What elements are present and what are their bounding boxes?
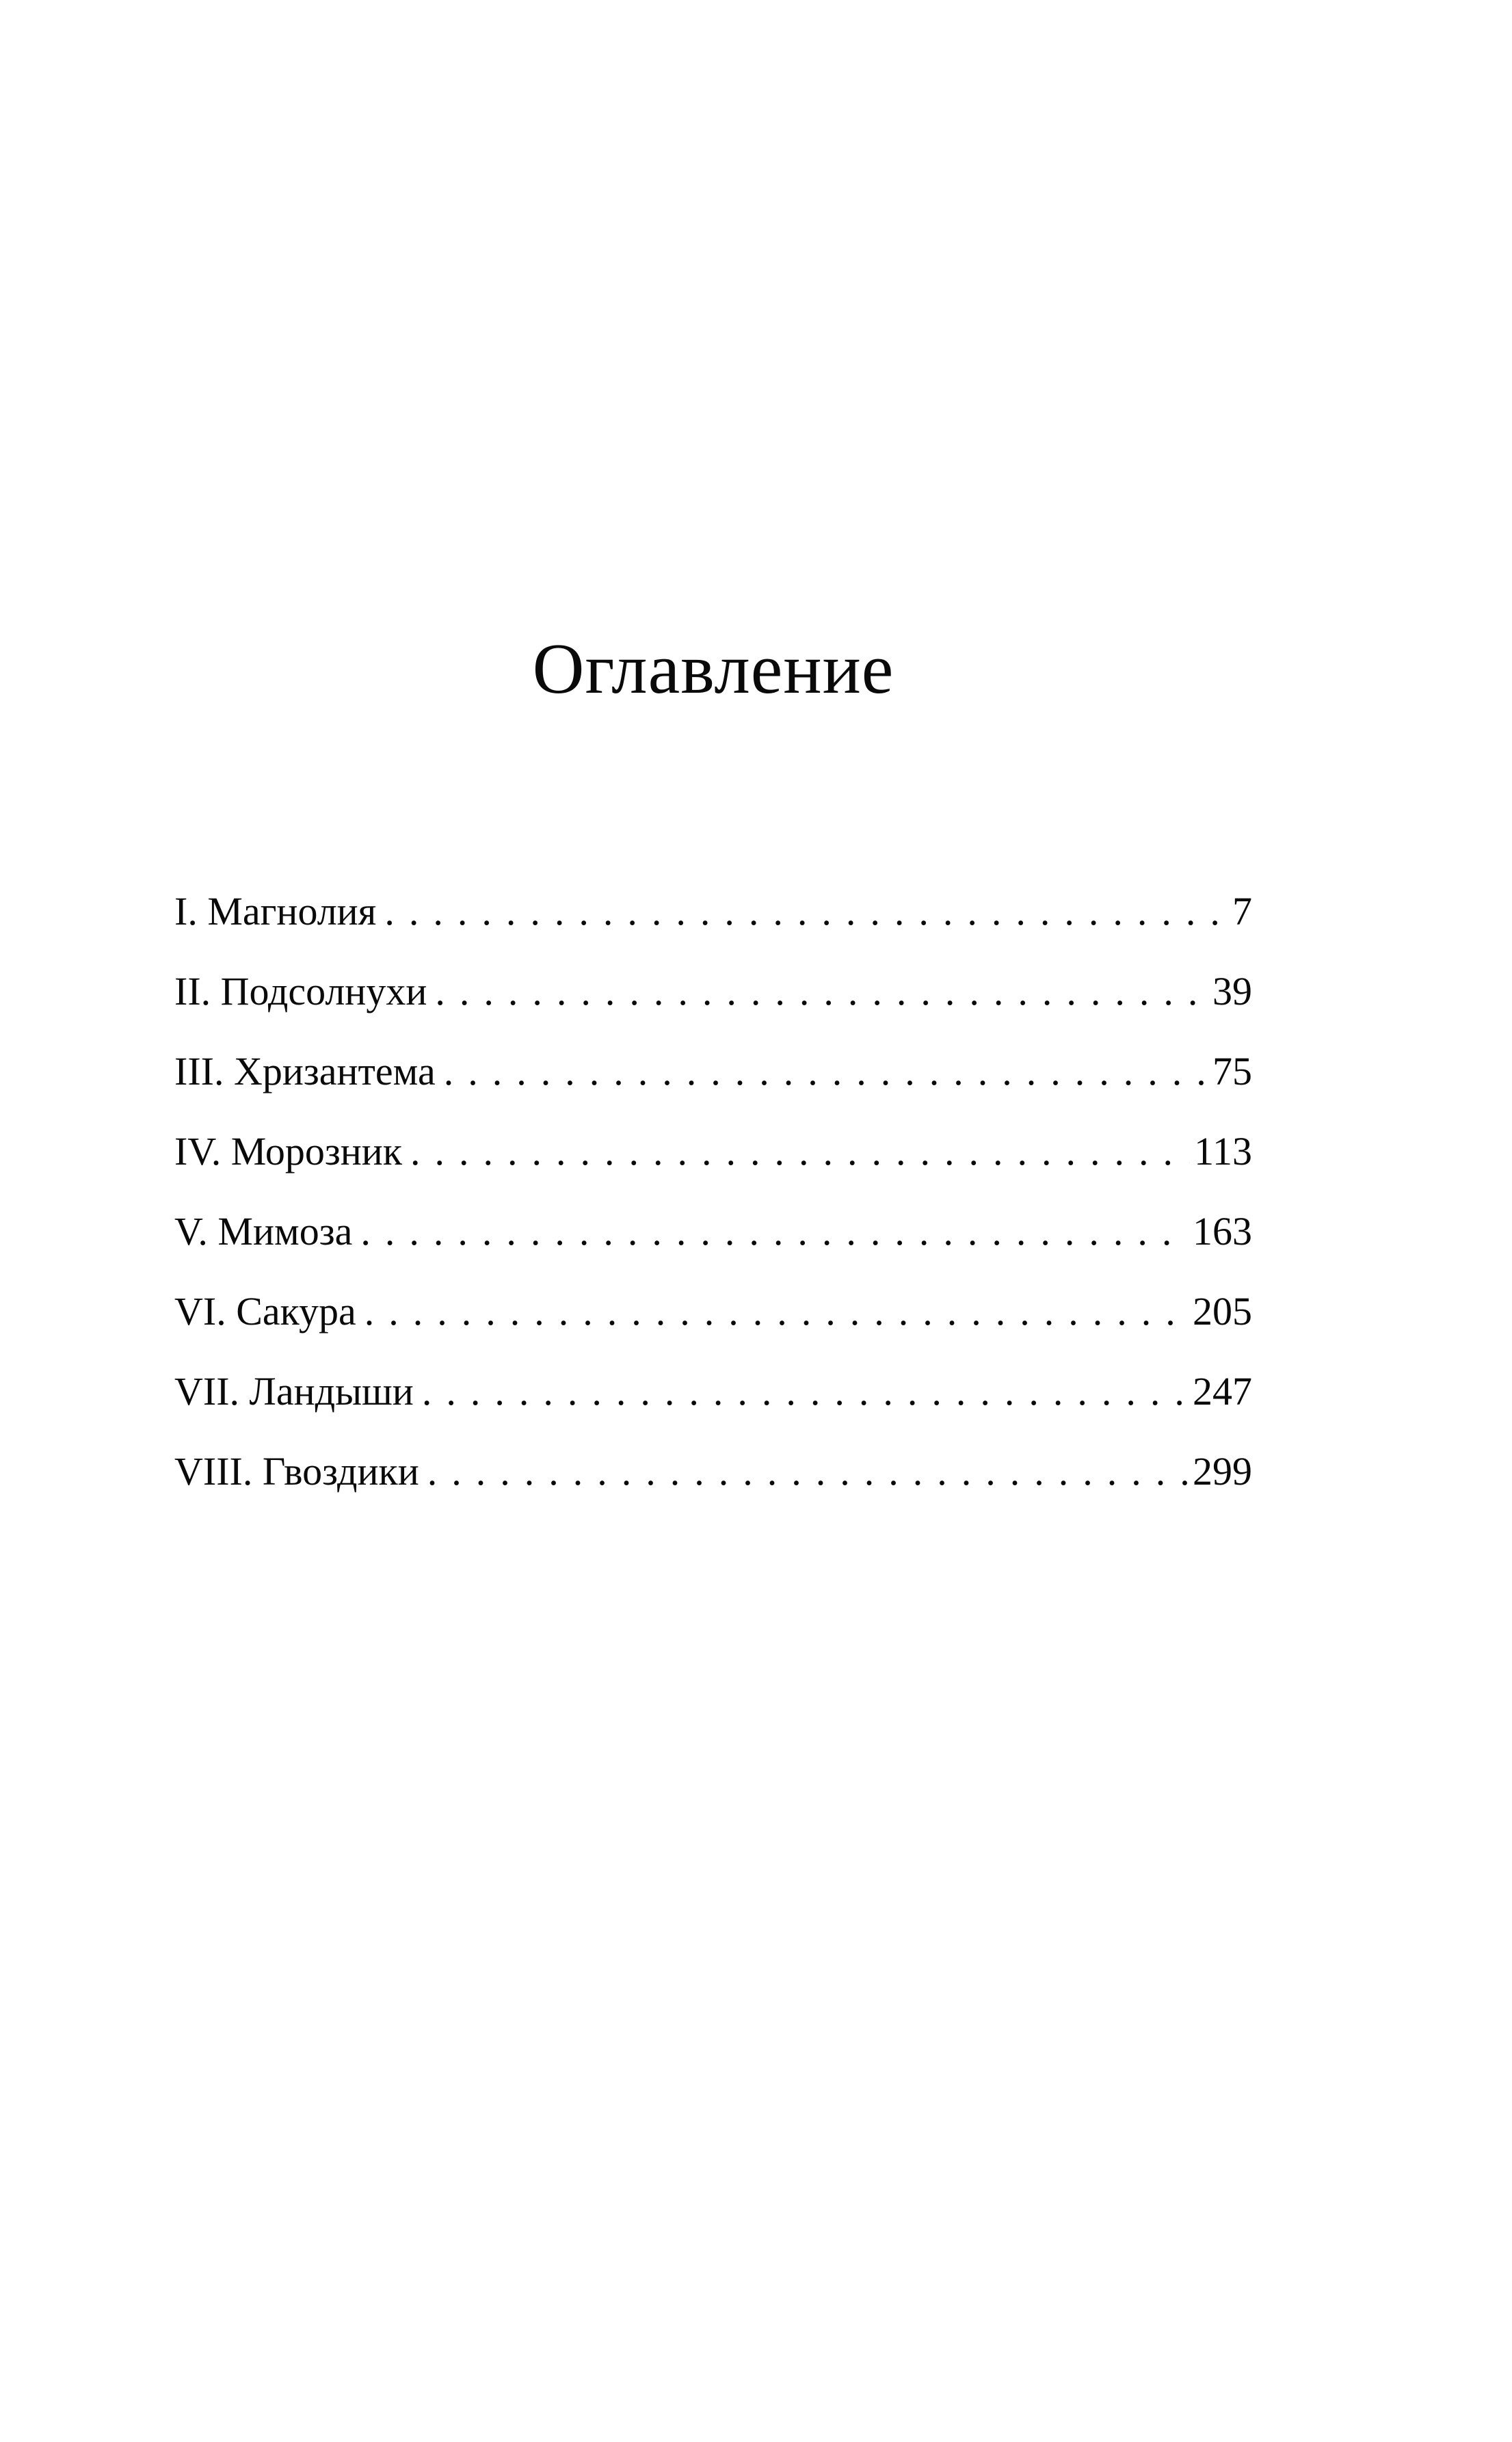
toc-entry xyxy=(174,1031,1252,1111)
toc-dot-leader xyxy=(444,1031,1208,1111)
toc-entry-page: 163 xyxy=(1193,1209,1252,1253)
toc-dot-leader xyxy=(360,1191,1189,1271)
toc-entry-label: I. Магнолия xyxy=(174,889,377,933)
toc-dot-leader xyxy=(384,871,1228,951)
toc-entry xyxy=(174,1431,1252,1511)
toc-entry-page: 7 xyxy=(1232,889,1252,933)
toc-entry-page: 247 xyxy=(1193,1369,1252,1414)
toc-entry-page: 75 xyxy=(1212,1049,1252,1093)
toc-content xyxy=(0,628,1512,1511)
toc-dot-leader xyxy=(364,1271,1189,1351)
toc-entry-page: 113 xyxy=(1194,1129,1252,1173)
toc-entry-label: VIII. Гвоздики xyxy=(174,1449,419,1494)
toc-entry-label: V. Мимоза xyxy=(174,1209,353,1253)
toc-entry-label: IV. Морозник xyxy=(174,1129,403,1173)
toc-entry-page: 299 xyxy=(1193,1449,1252,1494)
toc-entry xyxy=(174,951,1252,1031)
toc-entry-page: 39 xyxy=(1212,969,1252,1013)
toc-entry-label: III. Хризантема xyxy=(174,1049,436,1093)
toc-list xyxy=(174,871,1252,1511)
toc-entry-label: VII. Ландыши xyxy=(174,1369,414,1414)
toc-title: Оглавление xyxy=(532,628,894,708)
toc-entry-label: VI. Сакура xyxy=(174,1289,356,1333)
toc-entry xyxy=(174,1271,1252,1351)
toc-entry xyxy=(174,871,1252,951)
toc-dot-leader xyxy=(410,1111,1190,1191)
toc-entry-label: II. Подсолнухи xyxy=(174,969,427,1013)
toc-dot-leader xyxy=(422,1351,1189,1431)
toc-entry xyxy=(174,1111,1252,1191)
toc-entry xyxy=(174,1351,1252,1431)
toc-entry-page: 205 xyxy=(1193,1289,1252,1333)
toc-dot-leader xyxy=(435,951,1208,1031)
toc-dot-leader xyxy=(427,1431,1189,1511)
toc-entry xyxy=(174,1191,1252,1271)
